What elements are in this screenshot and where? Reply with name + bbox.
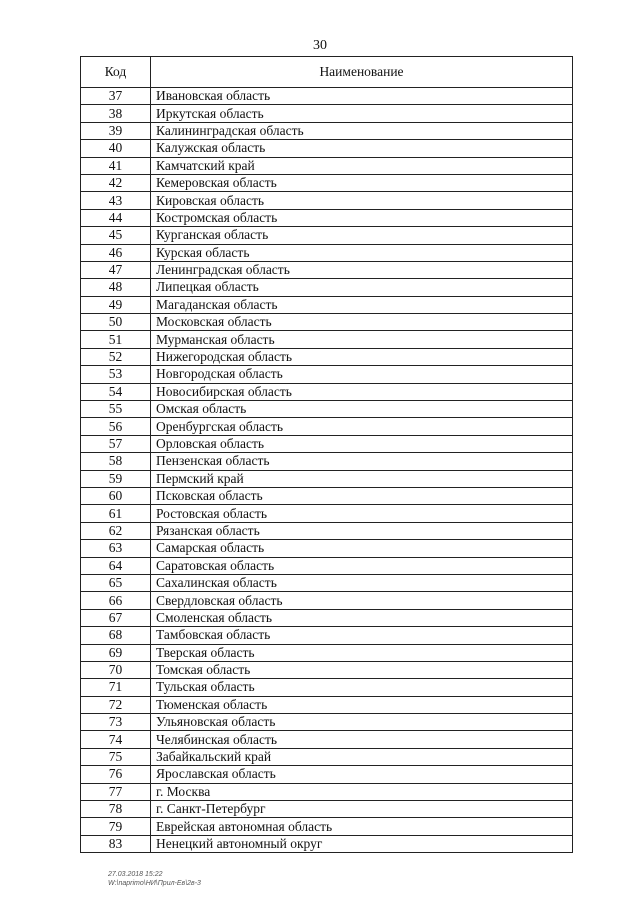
table-row: [81, 731, 573, 748]
region-code: 65: [81, 574, 151, 591]
region-name: Саратовская область: [151, 557, 573, 574]
region-name: Новосибирская область: [151, 383, 573, 400]
table-row: [81, 592, 573, 609]
table-row: [81, 505, 573, 522]
region-code: 40: [81, 140, 151, 157]
region-name: Оренбургская область: [151, 418, 573, 435]
region-code: 41: [81, 157, 151, 174]
region-code: 74: [81, 731, 151, 748]
region-code: 37: [81, 88, 151, 105]
table-row: [81, 401, 573, 418]
table-row: [81, 314, 573, 331]
table-row: [81, 348, 573, 365]
region-name: Кировская область: [151, 192, 573, 209]
table-row: [81, 157, 573, 174]
table-row: [81, 835, 573, 852]
region-code: 54: [81, 383, 151, 400]
region-name: Еврейская автономная область: [151, 818, 573, 835]
region-name: Кемеровская область: [151, 174, 573, 191]
table-row: [81, 522, 573, 539]
table-row: [81, 766, 573, 783]
table-row: [81, 105, 573, 122]
region-name: Магаданская область: [151, 296, 573, 313]
table-row: [81, 122, 573, 139]
table-row: [81, 296, 573, 313]
region-code: 55: [81, 401, 151, 418]
region-code: 58: [81, 453, 151, 470]
table-header-row: [81, 57, 573, 88]
table-row: [81, 435, 573, 452]
table-row: [81, 679, 573, 696]
region-code: 53: [81, 366, 151, 383]
table-row: [81, 383, 573, 400]
region-name: Новгородская область: [151, 366, 573, 383]
region-name: Пермский край: [151, 470, 573, 487]
region-name: Ульяновская область: [151, 714, 573, 731]
region-code: 79: [81, 818, 151, 835]
region-name: Самарская область: [151, 540, 573, 557]
region-code: 68: [81, 627, 151, 644]
region-name: г. Санкт-Петербург: [151, 801, 573, 818]
table-row: [81, 227, 573, 244]
region-name: Костромская область: [151, 209, 573, 226]
table-row: [81, 140, 573, 157]
table-row: [81, 627, 573, 644]
region-code: 56: [81, 418, 151, 435]
region-code: 38: [81, 105, 151, 122]
region-code: 71: [81, 679, 151, 696]
region-code: 59: [81, 470, 151, 487]
page-number: 30: [313, 38, 327, 53]
region-code: 39: [81, 122, 151, 139]
region-code: 52: [81, 348, 151, 365]
table-row: [81, 714, 573, 731]
region-code: 51: [81, 331, 151, 348]
region-code: 48: [81, 279, 151, 296]
table-row: [81, 209, 573, 226]
region-code: 57: [81, 435, 151, 452]
table-row: [81, 244, 573, 261]
region-name: Нижегородская область: [151, 348, 573, 365]
region-code: 72: [81, 696, 151, 713]
region-name: Тверская область: [151, 644, 573, 661]
region-name: Иркутская область: [151, 105, 573, 122]
region-code: 60: [81, 487, 151, 504]
region-code: 64: [81, 557, 151, 574]
region-name: Камчатский край: [151, 157, 573, 174]
table-row: [81, 783, 573, 800]
table-row: [81, 540, 573, 557]
region-name: Орловская область: [151, 435, 573, 452]
region-code: 62: [81, 522, 151, 539]
table-row: [81, 696, 573, 713]
region-name: Курская область: [151, 244, 573, 261]
table-row: [81, 470, 573, 487]
region-code: 49: [81, 296, 151, 313]
region-code: 43: [81, 192, 151, 209]
region-name: Забайкальский край: [151, 748, 573, 765]
region-name: Тамбовская область: [151, 627, 573, 644]
table-row: [81, 453, 573, 470]
footer-datetime: 27.03.2018 15:22: [108, 871, 163, 878]
region-name: Свердловская область: [151, 592, 573, 609]
region-name: Рязанская область: [151, 522, 573, 539]
region-name: Псковская область: [151, 487, 573, 504]
table-row: [81, 192, 573, 209]
region-code: 77: [81, 783, 151, 800]
region-name: Ярославская область: [151, 766, 573, 783]
table-row: [81, 174, 573, 191]
region-code: 69: [81, 644, 151, 661]
table-body: [81, 88, 573, 853]
region-name: Тюменская область: [151, 696, 573, 713]
region-code: 75: [81, 748, 151, 765]
table-row: [81, 644, 573, 661]
region-name: Смоленская область: [151, 609, 573, 626]
region-code: 83: [81, 835, 151, 852]
region-code: 63: [81, 540, 151, 557]
table-row: [81, 88, 573, 105]
region-name: Сахалинская область: [151, 574, 573, 591]
table-row: [81, 748, 573, 765]
table-row: [81, 574, 573, 591]
header-name: Наименование: [151, 57, 573, 88]
table-row: [81, 661, 573, 678]
table-row: [81, 331, 573, 348]
region-code: 61: [81, 505, 151, 522]
header-code: Код: [81, 57, 151, 88]
region-code: 47: [81, 261, 151, 278]
region-code: 67: [81, 609, 151, 626]
region-name: Ленинградская область: [151, 261, 573, 278]
table-row: [81, 557, 573, 574]
region-name: Калининградская область: [151, 122, 573, 139]
region-code: 73: [81, 714, 151, 731]
table-row: [81, 609, 573, 626]
region-name: Курганская область: [151, 227, 573, 244]
region-code: 70: [81, 661, 151, 678]
region-code: 42: [81, 174, 151, 191]
table-row: [81, 801, 573, 818]
region-name: Липецкая область: [151, 279, 573, 296]
region-code: 66: [81, 592, 151, 609]
region-name: Ростовская область: [151, 505, 573, 522]
region-code: 44: [81, 209, 151, 226]
region-name: Томская область: [151, 661, 573, 678]
region-name: Московская область: [151, 314, 573, 331]
region-name: Пензенская область: [151, 453, 573, 470]
region-code: 78: [81, 801, 151, 818]
table-row: [81, 366, 573, 383]
region-code: 76: [81, 766, 151, 783]
table-row: [81, 818, 573, 835]
region-codes-table: [80, 56, 573, 853]
region-name: Ненецкий автономный округ: [151, 835, 573, 852]
footer-stamp: [108, 870, 201, 888]
table-row: [81, 487, 573, 504]
region-name: Челябинская область: [151, 731, 573, 748]
region-code: 45: [81, 227, 151, 244]
region-name: Омская область: [151, 401, 573, 418]
footer-path: W:\naprimo\НИ\Прил-Ев\2в-3: [108, 880, 201, 887]
region-name: Калужская область: [151, 140, 573, 157]
region-name: Тульская область: [151, 679, 573, 696]
region-code: 46: [81, 244, 151, 261]
table-row: [81, 261, 573, 278]
region-name: Мурманская область: [151, 331, 573, 348]
region-code: 50: [81, 314, 151, 331]
table-row: [81, 418, 573, 435]
table-row: [81, 279, 573, 296]
region-name: г. Москва: [151, 783, 573, 800]
region-name: Ивановская область: [151, 88, 573, 105]
